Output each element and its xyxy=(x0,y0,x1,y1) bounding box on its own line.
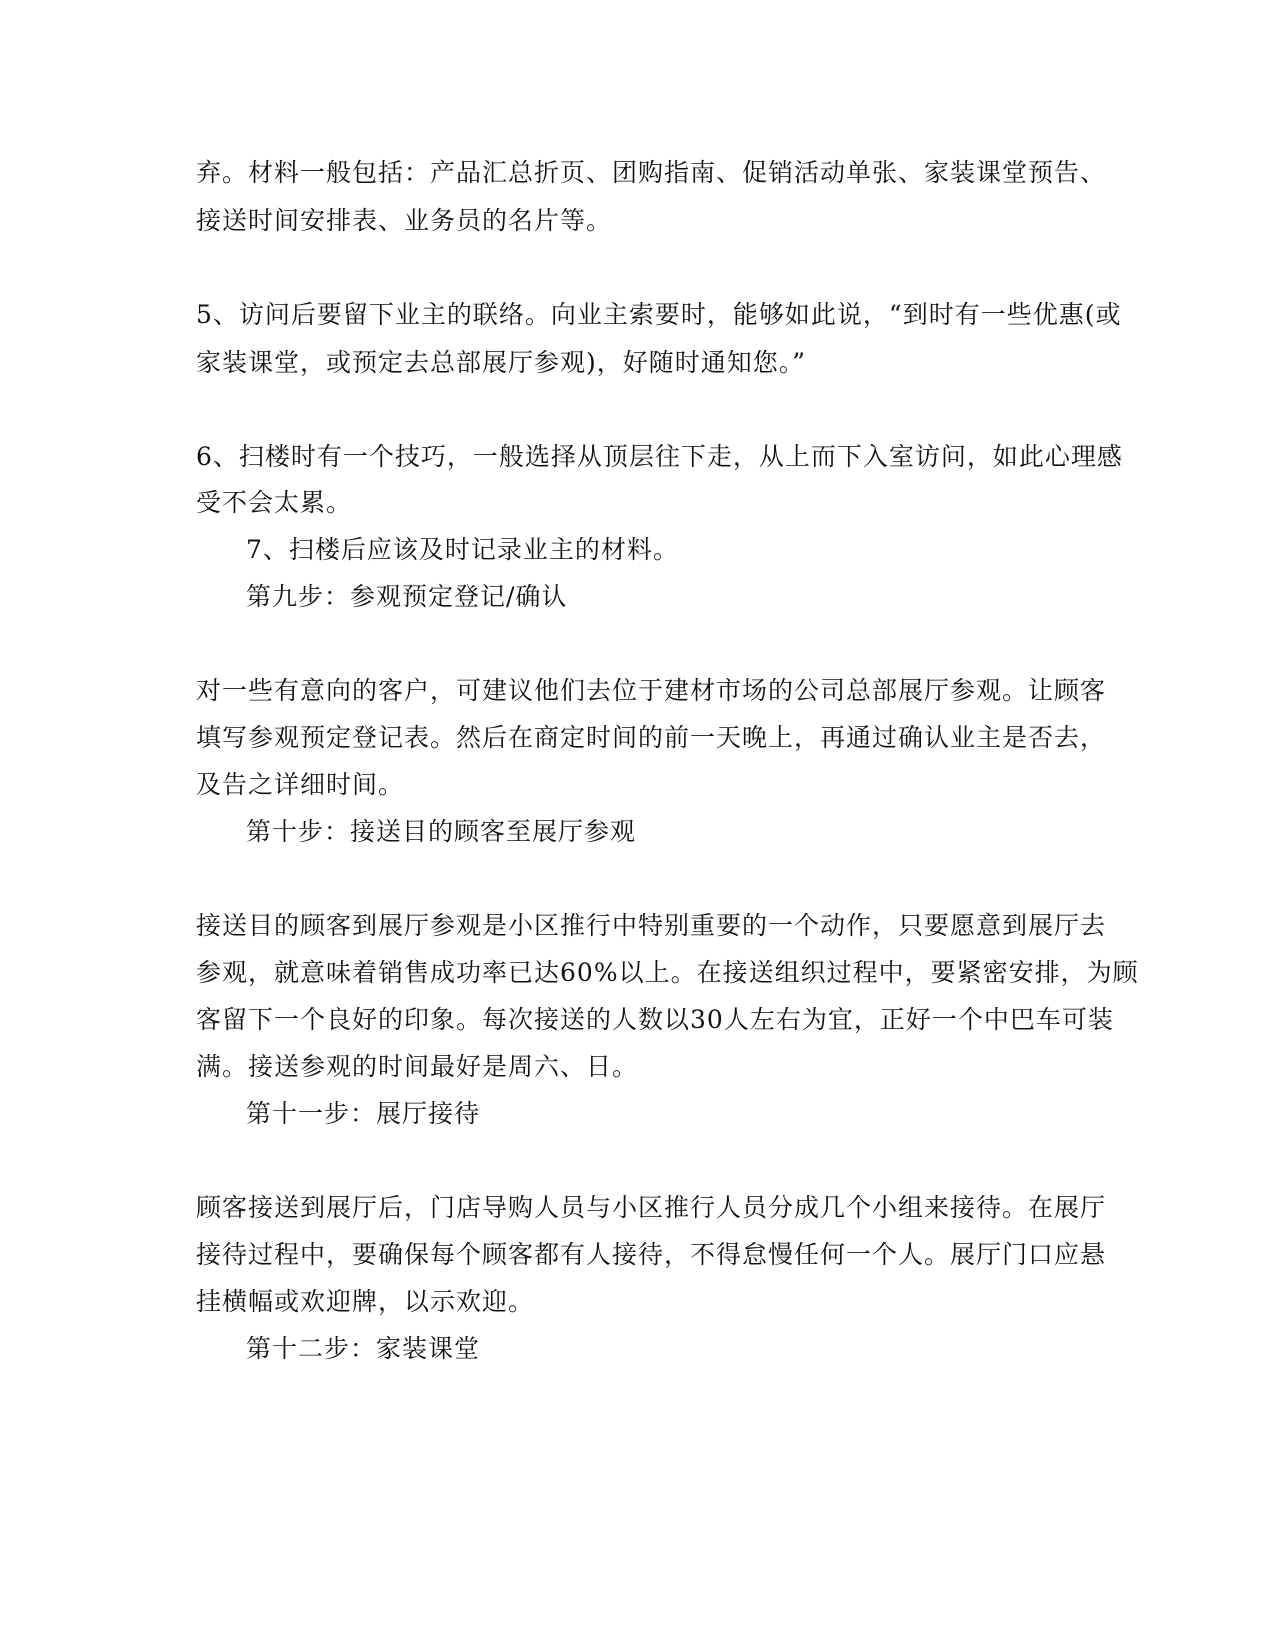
text-line: 填写参观预定登记表。然后在商定时间的前一天晚上，再通过确认业主是否去， xyxy=(196,723,1107,752)
section-heading: 第十一步：展厅接待 xyxy=(246,1099,481,1128)
text-line: 及告之详细时间。 xyxy=(196,770,405,799)
text-line: 弃。材料一般包括：产品汇总折页、团购指南、促销活动单张、家装课堂预告、 xyxy=(196,158,1107,187)
text-line: 满。接送参观的时间最好是周六、日。 xyxy=(196,1052,639,1081)
text-line: 顾客接送到展厅后，门店导购人员与小区推行人员分成几个小组来接待。在展厅 xyxy=(196,1193,1107,1222)
text-line: 客留下一个良好的印象。每次接送的人数以30人左右为宜，正好一个中巴车可装 xyxy=(196,1005,1114,1034)
text-line: 5、访问后要留下业主的联络。向业主索要时，能够如此说，“到时有一些优惠(或 xyxy=(196,300,1122,329)
text-line: 对一些有意向的客户，可建议他们去位于建材市场的公司总部展厅参观。让顾客 xyxy=(196,676,1107,705)
section-heading: 第十步：接送目的顾客至展厅参观 xyxy=(246,817,637,846)
text-line: 7、扫楼后应该及时记录业主的材料。 xyxy=(246,535,679,564)
text-line: 接待过程中，要确保每个顾客都有人接待，不得怠慢任何一个人。展厅门口应悬 xyxy=(196,1240,1107,1269)
text-line: 6、扫楼时有一个技巧，一般选择从顶层往下走，从上而下入室访问，如此心理感 xyxy=(196,442,1123,471)
section-heading: 第九步：参观预定登记/确认 xyxy=(246,582,568,611)
text-line: 接送目的顾客到展厅参观是小区推行中特别重要的一个动作，只要愿意到展厅去 xyxy=(196,911,1107,940)
text-line: 受不会太累。 xyxy=(196,488,353,517)
text-line: 接送时间安排表、业务员的名片等。 xyxy=(196,206,613,235)
text-line: 参观，就意味着销售成功率已达60%以上。在接送组织过程中，要紧密安排，为顾 xyxy=(196,958,1139,987)
text-line: 家装课堂，或预定去总部展厅参观)，好随时通知您。” xyxy=(196,348,807,377)
section-heading: 第十二步：家装课堂 xyxy=(246,1334,481,1363)
text-line: 挂横幅或欢迎牌，以示欢迎。 xyxy=(196,1287,535,1316)
